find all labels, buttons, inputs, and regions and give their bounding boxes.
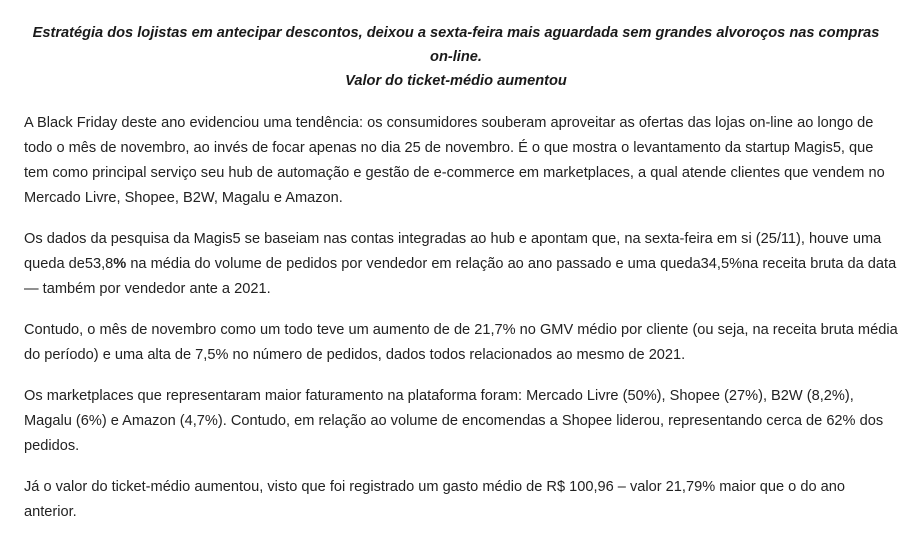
subtitle-line-2: Valor do ticket-médio aumentou — [345, 73, 567, 89]
paragraph-2-bold-percent: % — [113, 256, 127, 272]
article-body — [24, 111, 900, 525]
paragraph-2-part-1: Os dados da pesquisa da Magis5 se baseiam nas contas integradas ao hub e apontam que, na sexta-feira em si (25/11), houve uma queda de53,8 — [24, 231, 882, 272]
article-subtitle — [24, 21, 900, 93]
paragraph-4: Os marketplaces que representaram maior faturamento na plataforma foram: Mercado Livre (50%), Shopee (27%), B2W (8,2%), Magalu (6%) e Amazon (4,7%). Contudo, em relação ao volume de encomendas a Shopee liderou, representando cerca de 62% dos pedidos. — [24, 388, 884, 454]
paragraph-2 — [24, 227, 900, 302]
paragraph-3: Contudo, o mês de novembro como um todo teve um aumento de de 21,7% no GMV médio por cliente (ou seja, na receita bruta média do período) e uma alta de 7,5% no número de pedidos, dados todos relacionados ao mesmo de 2021. — [24, 322, 898, 363]
subtitle-line-1: Estratégia dos lojistas em antecipar descontos, deixou a sexta-feira mais aguardada sem grandes alvoroços nas compras on-line. — [32, 25, 880, 65]
paragraph-5: Já o valor do ticket-médio aumentou, visto que foi registrado um gasto médio de R$ 100,96 – valor 21,79% maior que o do ano anterior. — [24, 479, 845, 520]
paragraph-2-part-2: na média do volume de pedidos por vendedor em relação ao ano passado e uma queda34,5%na receita bruta da data — também por vendedor ante a 2021. — [24, 256, 897, 297]
paragraph-1: A Black Friday deste ano evidenciou uma tendência: os consumidores souberam aproveitar as ofertas das lojas on-line ao longo de todo o mês de novembro, ao invés de focar apenas no dia 25 de novembro. É o que mostra o levantamento da startup Magis5, que tem como principal serviço seu hub de automação e gestão de e-commerce em marketplaces, a qual atende clientes que vendem no Mercado Livre, Shopee, B2W, Magalu e Amazon. — [24, 115, 885, 206]
